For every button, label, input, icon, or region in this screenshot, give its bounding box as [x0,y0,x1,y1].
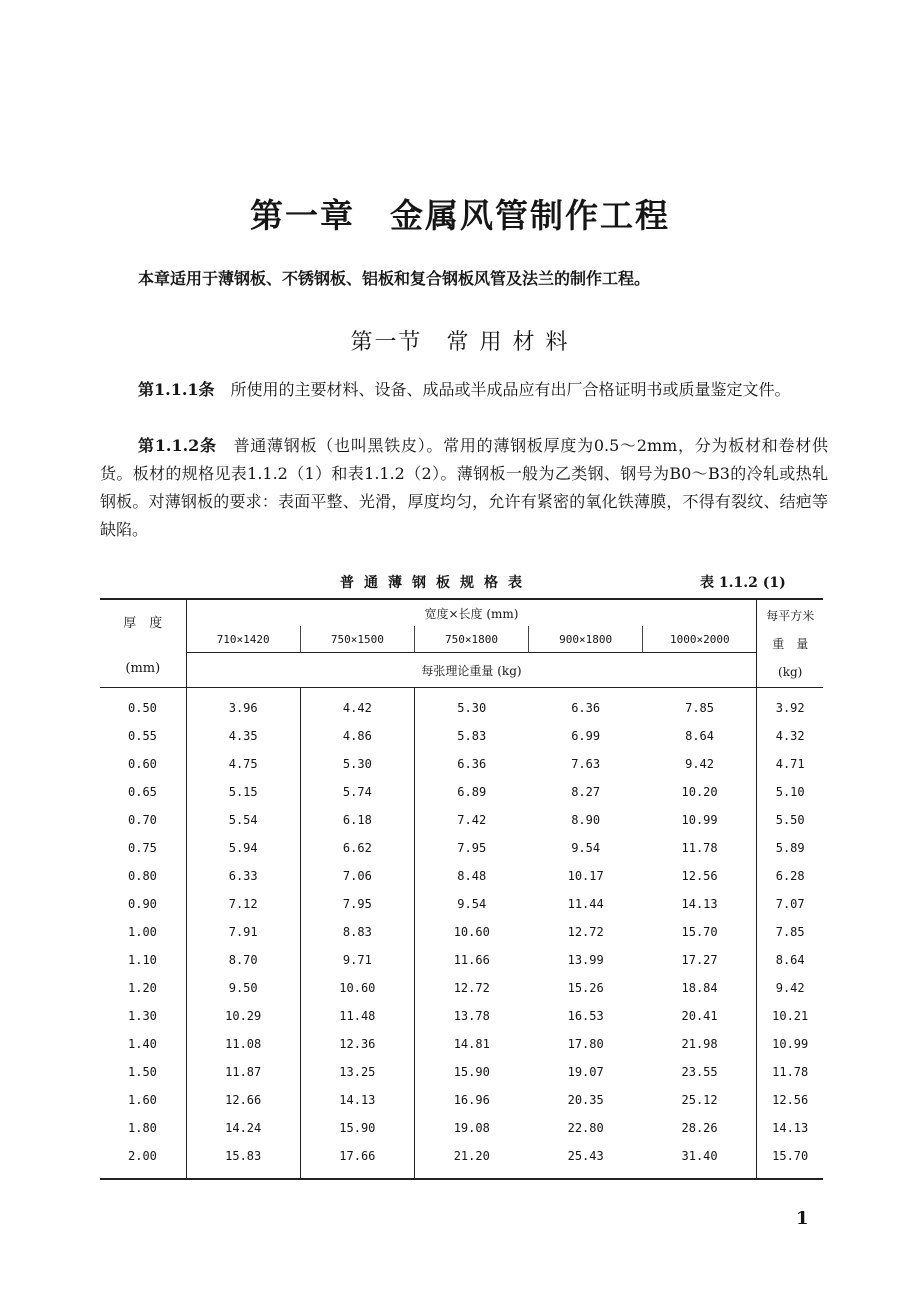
per-m2-weight-cell: 10.99 [757,1030,823,1058]
sheet-weight-cell: 22.80 [567,1121,604,1135]
per-m2-weight-cell: 7.85 [757,918,823,946]
per-m2-weight-cell: 8.64 [757,946,823,974]
sheet-weight-cell: 12.72 [567,925,604,939]
sheet-weight-cell: 5.54 [186,806,300,834]
clause-text: 所使用的主要材料、设备、成品或半成品应有出厂合格证明书或质量鉴定文件。 [214,380,791,399]
weight-per-sheet-header: 每张理论重量 (kg) [186,653,757,688]
sheet-weight-cell: 5.30 [414,688,528,723]
chapter-title: 第一章 金属风管制作工程 [250,196,670,235]
per-m2-weight-cell: 14.13 [757,1114,823,1142]
table-row [100,862,823,890]
table-row [100,834,823,862]
sheet-weight-cell: 5.94 [186,834,300,862]
sheet-weight-cell: 7.95 [414,834,528,862]
thickness-header: 厚 度 [123,615,163,631]
per-m2-weight-cell: 9.42 [757,974,823,1002]
per-m2-weight-cell: 4.32 [757,722,823,750]
per-m2-weight-cell: 5.10 [757,778,823,806]
sheet-weight-cell: 6.36 [414,750,528,778]
per-m2-weight-cell: 7.07 [757,890,823,918]
table-title: 普通薄钢板规格表 [340,575,532,591]
sheet-weight-cell: 7.63 [571,757,601,771]
clause-number: 第1.1.2条 [138,436,217,455]
sheet-weight-cell: 18.84 [681,981,718,995]
sheet-weight-cell: 19.07 [567,1065,604,1079]
sheet-weight-cell: 13.25 [339,1065,376,1079]
sheet-weight-cell: 21.20 [414,1142,528,1179]
section-title: 第一节 常 用 材 料 [350,330,570,355]
thickness-header-cell [100,599,186,688]
table-row [100,1030,823,1058]
thickness-cell: 1.40 [128,1037,157,1051]
sheet-weight-cell: 15.26 [567,981,604,995]
sheet-weight-cell: 14.81 [414,1030,528,1058]
thickness-cell: 2.00 [100,1142,186,1179]
sheet-weight-cell: 14.24 [186,1114,300,1142]
sheet-weight-cell: 31.40 [643,1142,757,1179]
size-column-header: 900×1800 [529,626,643,653]
sheet-weight-cell: 11.66 [414,946,528,974]
sheet-weight-cell: 6.99 [571,729,601,743]
sheet-weight-cell: 9.54 [571,841,601,855]
per-m2-weight-cell: 10.21 [757,1002,823,1030]
sheet-weight-cell: 16.96 [414,1086,528,1114]
sheet-weight-cell: 8.70 [186,946,300,974]
sheet-weight-cell: 25.12 [681,1093,718,1107]
thickness-cell: 0.55 [128,729,157,743]
table-row [100,918,823,946]
sheet-weight-cell: 8.90 [571,813,601,827]
sheet-weight-cell: 7.42 [414,806,528,834]
sheet-weight-cell: 23.55 [681,1065,718,1079]
thickness-cell: 0.50 [128,701,157,715]
table-row [100,750,823,778]
sheet-weight-cell: 19.08 [414,1114,528,1142]
steel-sheet-spec-table [100,598,823,1180]
thickness-cell: 0.65 [128,785,157,799]
sheet-weight-cell: 5.15 [186,778,300,806]
size-column-header: 710×1420 [186,626,300,653]
sheet-weight-cell: 11.08 [186,1030,300,1058]
sheet-weight-cell: 10.20 [681,785,718,799]
sheet-weight-cell: 4.75 [186,750,300,778]
sheet-weight-cell: 10.99 [681,813,718,827]
sheet-weight-cell: 5.83 [414,722,528,750]
thickness-cell: 0.75 [128,841,157,855]
clause-number: 第1.1.1条 [138,380,215,399]
thickness-unit: (mm) [125,660,161,676]
sheet-weight-cell: 15.70 [681,925,718,939]
thickness-cell: 1.80 [128,1121,157,1135]
table-row [100,722,823,750]
table-row [100,890,823,918]
sheet-weight-cell: 20.41 [681,1009,718,1023]
sheet-weight-cell: 8.83 [342,925,372,939]
thickness-cell: 0.80 [128,869,157,883]
sheet-weight-cell: 6.33 [186,862,300,890]
clause-text: 普通薄钢板（也叫黑铁皮）。常用的薄钢板厚度为0.5～2mm，分为板材和卷材供货。板材的规格见表1.1.2（1）和表1.1.2（2）。薄钢板一般为乙类钢、钢号为B0～B3的冷轧或热轧钢板。对薄钢板的要求：表面平整、光滑，厚度均匀，允许有紧密的氧化铁薄膜，不得有裂纹、结疤等缺陷。 [100,436,828,539]
per-m2-weight-cell: 5.89 [757,834,823,862]
per-m2-weight-cell: 15.70 [757,1142,823,1179]
sheet-weight-cell: 3.96 [186,688,300,723]
table-row [100,806,823,834]
sheet-weight-cell: 28.26 [681,1121,718,1135]
chapter-intro: 本章适用于薄钢板、不锈钢板、铝板和复合钢板风管及法兰的制作工程。 [138,269,651,288]
sheet-weight-cell: 8.27 [571,785,601,799]
table-row [100,1086,823,1114]
table-number: 表 1.1.2 (1) [700,575,786,591]
thickness-cell: 0.70 [128,813,157,827]
thickness-cell: 0.60 [128,757,157,771]
table-row [100,946,823,974]
sheet-weight-cell: 15.90 [414,1058,528,1086]
sheet-weight-cell: 7.91 [186,918,300,946]
table-row [100,778,823,806]
table-row [100,1114,823,1142]
per-m2-weight-cell: 5.50 [757,806,823,834]
thickness-cell: 1.10 [128,953,157,967]
sheet-weight-cell: 10.17 [567,869,604,883]
sheet-weight-cell: 12.66 [186,1086,300,1114]
sheet-weight-cell: 20.35 [567,1093,604,1107]
per-m2-weight-header-cell [757,599,823,688]
sheet-weight-cell: 16.53 [567,1009,604,1023]
table-row [100,1002,823,1030]
table-row [100,1058,823,1086]
sheet-weight-cell: 6.89 [414,778,528,806]
per-m2-weight-cell: 11.78 [757,1058,823,1086]
per-m2-unit: (kg) [778,664,803,679]
sheet-weight-cell: 11.78 [681,841,718,855]
sheet-weight-cell: 8.64 [685,729,715,743]
sheet-weight-cell: 12.72 [414,974,528,1002]
table-caption [0,572,920,592]
sheet-weight-cell: 14.13 [339,1093,376,1107]
table-row [100,688,823,723]
sheet-weight-cell: 13.78 [414,1002,528,1030]
per-m2-header-line1: 每平方米 [766,608,815,623]
sheet-weight-cell: 6.62 [342,841,372,855]
sheet-weight-cell: 14.13 [681,897,718,911]
sheet-weight-cell: 9.50 [186,974,300,1002]
table-row [100,1142,823,1179]
sheet-weight-cell: 17.66 [300,1142,414,1179]
sheet-weight-cell: 9.42 [685,757,715,771]
clause-paragraph-1 [100,376,828,404]
sheet-weight-cell: 12.56 [681,869,718,883]
sheet-weight-cell: 6.18 [342,813,372,827]
size-column-header: 1000×2000 [643,626,757,653]
sheet-weight-cell: 11.87 [186,1058,300,1086]
sheet-weight-cell: 10.29 [186,1002,300,1030]
sheet-weight-cell: 4.86 [342,729,372,743]
sheet-weight-cell: 4.42 [342,701,372,715]
per-m2-weight-cell: 4.71 [757,750,823,778]
sheet-weight-cell: 21.98 [681,1037,718,1051]
sheet-weight-cell: 25.43 [529,1142,643,1179]
thickness-cell: 1.30 [128,1009,157,1023]
per-m2-weight-cell: 12.56 [757,1086,823,1114]
thickness-cell: 1.60 [128,1093,157,1107]
sheet-weight-cell: 7.95 [342,897,372,911]
sheet-weight-cell: 13.99 [567,953,604,967]
per-m2-weight-cell: 3.92 [757,688,823,723]
sheet-weight-cell: 7.12 [186,890,300,918]
size-column-header: 750×1500 [300,626,414,653]
sheet-weight-cell: 10.60 [339,981,376,995]
sheet-weight-cell: 7.85 [685,701,715,715]
sheet-weight-cell: 9.54 [414,890,528,918]
clause-paragraph-2 [100,432,828,544]
sheet-weight-cell: 11.44 [567,897,604,911]
thickness-cell: 0.90 [128,897,157,911]
page-number: 1 [796,1208,809,1229]
per-m2-weight-cell: 6.28 [757,862,823,890]
sheet-weight-cell: 10.60 [414,918,528,946]
size-column-header: 750×1800 [414,626,528,653]
per-m2-header-line2: 重 量 [772,636,809,651]
sheet-weight-cell: 5.74 [342,785,372,799]
sheet-weight-cell: 11.48 [339,1009,376,1023]
size-header: 宽度×长度 (mm) [186,599,757,626]
sheet-weight-cell: 17.80 [567,1037,604,1051]
thickness-cell: 1.20 [128,981,157,995]
sheet-weight-cell: 17.27 [681,953,718,967]
sheet-weight-cell: 15.83 [186,1142,300,1179]
sheet-weight-cell: 8.48 [414,862,528,890]
thickness-cell: 1.00 [128,925,157,939]
sheet-weight-cell: 9.71 [342,953,372,967]
sheet-weight-cell: 7.06 [342,869,372,883]
table-row [100,974,823,1002]
sheet-weight-cell: 15.90 [339,1121,376,1135]
thickness-cell: 1.50 [128,1065,157,1079]
sheet-weight-cell: 6.36 [571,701,601,715]
sheet-weight-cell: 12.36 [339,1037,376,1051]
table-body [100,688,823,1180]
sheet-weight-cell: 4.35 [186,722,300,750]
sheet-weight-cell: 5.30 [342,757,372,771]
